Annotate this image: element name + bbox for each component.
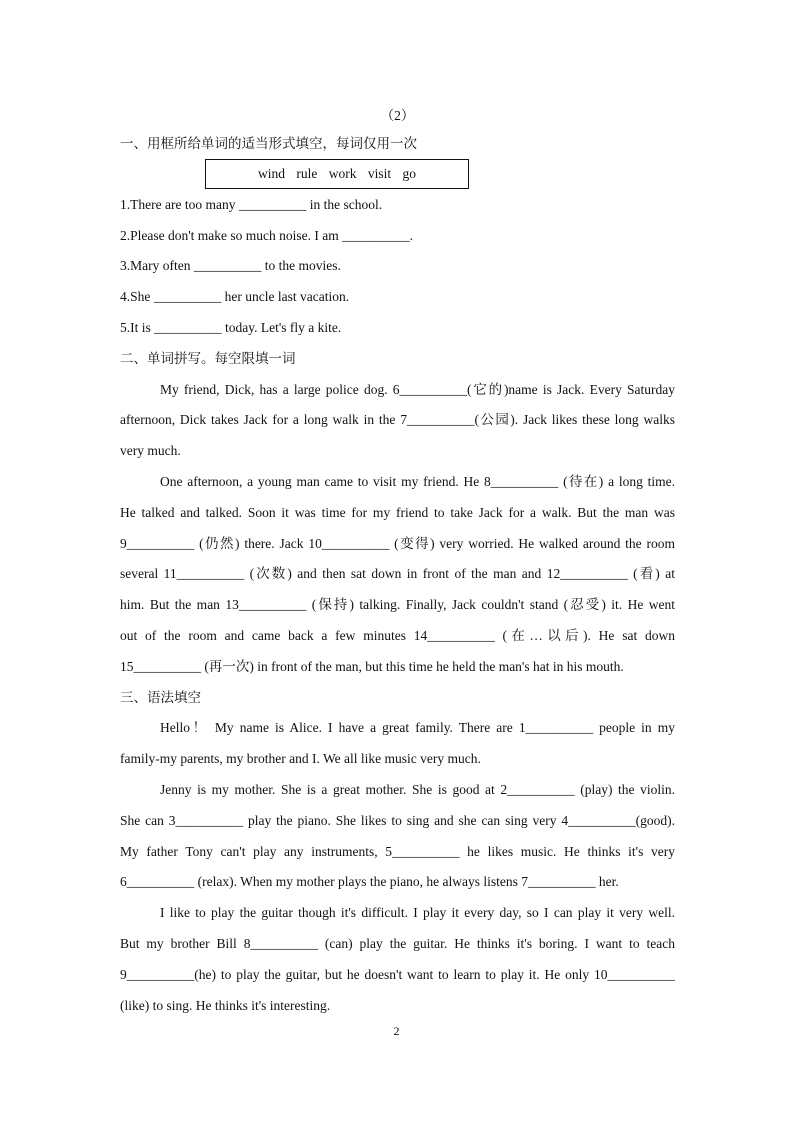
passage-1-line: very much.	[120, 443, 181, 459]
word-box-spacer	[120, 160, 675, 190]
question-5: 5.It is __________ today. Let's fly a kite.	[120, 319, 342, 335]
question-3: 3.Mary often __________ to the movies.	[120, 258, 341, 274]
question-2: 2.Please don't make so much noise. I am __________.	[120, 227, 414, 243]
section-1-title: 一、用框所给单词的适当形式填空，每词仅用一次	[120, 136, 417, 151]
passage-1-line: One afternoon, a young man came to visit my friend. He 8__________ (待在) a long time.	[160, 473, 675, 489]
passage-2-line: Hello！ My name is Alice. I have a great family. There are 1__________ people in my	[160, 720, 675, 736]
question-1: 1.There are too many __________ in the school.	[120, 196, 383, 212]
passage-1-line: him. But the man 13__________ (保持) talking. Finally, Jack couldn't stand (忍受) it. He went	[120, 597, 675, 613]
passage-1-line: several 11__________ (次数) and then sat down in front of the man and 12__________ (看) at	[120, 566, 675, 582]
passage-2-line: 6__________ (relax). When my mother plays the piano, he always listens 7__________ her.	[120, 874, 619, 890]
passage-1-line: 9__________ (仍然) there. Jack 10__________ (变得) very worried. He walked around the room	[120, 535, 675, 551]
passage-2-line: (like) to sing. He thinks it's interesting.	[120, 997, 331, 1013]
page-number: 2	[393, 1024, 400, 1038]
passage-1-line: My friend, Dick, has a large police dog. 6__________(它的)name is Jack. Every Saturday	[160, 381, 675, 397]
section-3-title: 三、语法填空	[120, 689, 201, 705]
question-4: 4.She __________ her uncle last vacation.	[120, 289, 350, 305]
passage-2-line: I like to play the guitar though it's difficult. I play it every day, so I can play it very well.	[160, 905, 675, 921]
passage-2-line: My father Tony can't play any instruments, 5__________ he likes music. He thinks it's very	[120, 843, 675, 859]
page-content	[120, 103, 675, 1021]
passage-1-line: 15__________ (再一次) in front of the man, but this time he held the man's hat in his mouth.	[120, 658, 624, 674]
passage-1-line: afternoon, Dick takes Jack for a long walk in the 7__________(公园). Jack likes these long walks	[120, 412, 675, 428]
passage-2-line: She can 3__________ play the piano. She likes to sing and she can sing very 4__________(good).	[120, 812, 675, 828]
section-2-title: 二、单词拼写。每空限填一词	[120, 350, 296, 366]
passage-1-line: out of the room and came back a few minutes 14__________ (在…以后). He sat down	[120, 627, 675, 643]
word-box: wind rule work visit go	[205, 159, 469, 189]
passage-2-line: 9__________(he) to play the guitar, but he doesn't want to learn to play it. He only 10__________	[120, 966, 675, 982]
passage-2-line: Jenny is my mother. She is a great mother. She is good at 2__________ (play) the violin.	[160, 781, 675, 797]
passage-2-line: family-my parents, my brother and I. We all like music very much.	[120, 751, 481, 767]
passage-2-line: But my brother Bill 8__________ (can) play the guitar. He thinks it's boring. I want to teach	[120, 935, 675, 951]
page-subtitle: （2）	[380, 108, 415, 123]
passage-1-line: He talked and talked. Soon it was time for my friend to take Jack for a walk. But the man was	[120, 504, 675, 520]
